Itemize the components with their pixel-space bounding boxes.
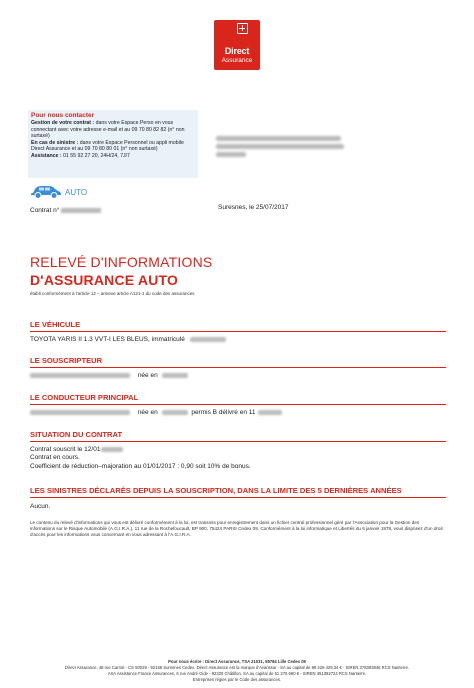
- document-title-line2: D'ASSURANCE AUTO: [30, 272, 179, 288]
- footer-regulation: Entreprises régies par le Code des assurances.: [192, 677, 282, 682]
- section-rule: [30, 404, 446, 405]
- contact-assistance: Assistance : 01 55 92 27 20, 24H/24, 7J/7: [31, 152, 130, 159]
- redacted-line: [216, 136, 341, 141]
- logo-cross-icon: [237, 23, 248, 34]
- driver-name-redacted: [30, 410, 130, 415]
- car-icon: [30, 183, 62, 204]
- bonus-coefficient-line: Coefficient de réduction–majoration au 01/01/2017 : 0,90 soit 10% de bonus.: [30, 462, 251, 470]
- document-title-line1: RELEVÉ D'INFORMATIONS: [30, 254, 213, 270]
- contract-status-info: [30, 446, 251, 471]
- section-rule: [30, 367, 446, 368]
- plate-redacted: [190, 337, 226, 342]
- driver-info: née en permis B délivré en 11: [30, 409, 282, 417]
- footer-company-info: Direct Assurance, 48 rue Carnot - CS 50029 - 92158 Suresnes Cedex. Direct Assurance est la marque d'Avanssur - SA au capital de 99 429 429,34 € - SIREN 378393946 RCS Nanterre.: [64, 665, 410, 670]
- document-date: Suresnes, le 25/07/2017: [218, 204, 289, 211]
- claims-info: Aucun.: [30, 503, 51, 510]
- contract-number-redacted: [61, 208, 101, 213]
- contract-number: Contrat n°: [30, 207, 101, 214]
- licence-date-redacted: [258, 410, 282, 415]
- contract-ongoing-line: Contrat en cours.: [30, 454, 80, 462]
- contract-start-line: Contrat souscrit le 12/01: [30, 446, 251, 454]
- section-title-claims: LES SINISTRES DÉCLARÉS DEPUIS LA SOUSCRIPTION, DANS LA LIMITE DES 5 DERNIÈRES ANNÉES: [30, 486, 402, 495]
- footer-assistance-info: AXA Assistance France Assurances, 6 rue André Gide - 92320 Châtillon. SA au capital de 51 275 660 € - SIREN 451392724 RCS Nanterre.: [107, 671, 367, 676]
- footer-write-address: Pour nous écrire : Direct Assurance, TSA 21031, 59784 Lille Cedex 09: [168, 659, 306, 664]
- subscriber-info: née en: [30, 372, 188, 380]
- section-rule: [30, 497, 446, 498]
- section-rule: [30, 441, 446, 442]
- logo-text-direct: Direct: [224, 46, 250, 56]
- recipient-address-redacted: [216, 136, 346, 160]
- section-title-subscriber: LE SOUSCRIPTEUR: [30, 356, 103, 365]
- legal-notice: Le contenu du relevé d'informations qui vous est délivré conformément à la loi, est transmis pour enregistrement dans un fichier central professionnel géré par l'Association pour la Gestion des informations sur le Risque Automobile (A.G.I.R.A.), 11 rue de la Rochefoucault, BP 900, 75424 PARIS Cedex 09. Conformément à la loi informatique et Libertés du 6 janvier 1978, vous disposez d'un droit d'accès pour les informations vous concernant en vous adressant à l'A.G.I.R.A.: [30, 520, 443, 537]
- contact-title: Pour nous contacter: [31, 112, 95, 119]
- section-title-contract-status: SITUATION DU CONTRAT: [30, 430, 123, 439]
- section-rule: [30, 331, 446, 332]
- contact-management: Gestion de votre contrat : dans votre Espace Perso en vous connectant avec votre adresse e-mail et au 09 70 80 82 82 (n° non surtaxé): [31, 120, 185, 140]
- contact-claims: En cas de sinistre : dans votre Espace Personnel ou appli mobile Direct Assurance et au 09 70 80 80 01 (n° non surtaxé): [31, 139, 184, 153]
- redacted-line: [216, 152, 246, 157]
- redacted-line: [216, 144, 344, 149]
- vehicle-info: TOYOTA YARIS II 1.3 VVT-I LES BLEUS, immatriculé: [30, 336, 226, 344]
- direct-assurance-logo: [214, 20, 260, 70]
- subscriber-name-redacted: [30, 373, 130, 378]
- product-label: AUTO: [65, 188, 88, 197]
- section-title-vehicle: LE VÉHICULE: [30, 320, 81, 329]
- driver-birth-redacted: [162, 410, 188, 415]
- logo-text-assurance: Assurance: [221, 57, 253, 64]
- contact-box: [28, 110, 198, 178]
- birth-year-redacted: [162, 373, 188, 378]
- start-year-redacted: [101, 447, 123, 452]
- document-subtitle: établi conformément à l'article 12 – annexe article A121-1 du code des assurances: [30, 291, 195, 296]
- section-title-main-driver: LE CONDUCTEUR PRINCIPAL: [30, 393, 139, 402]
